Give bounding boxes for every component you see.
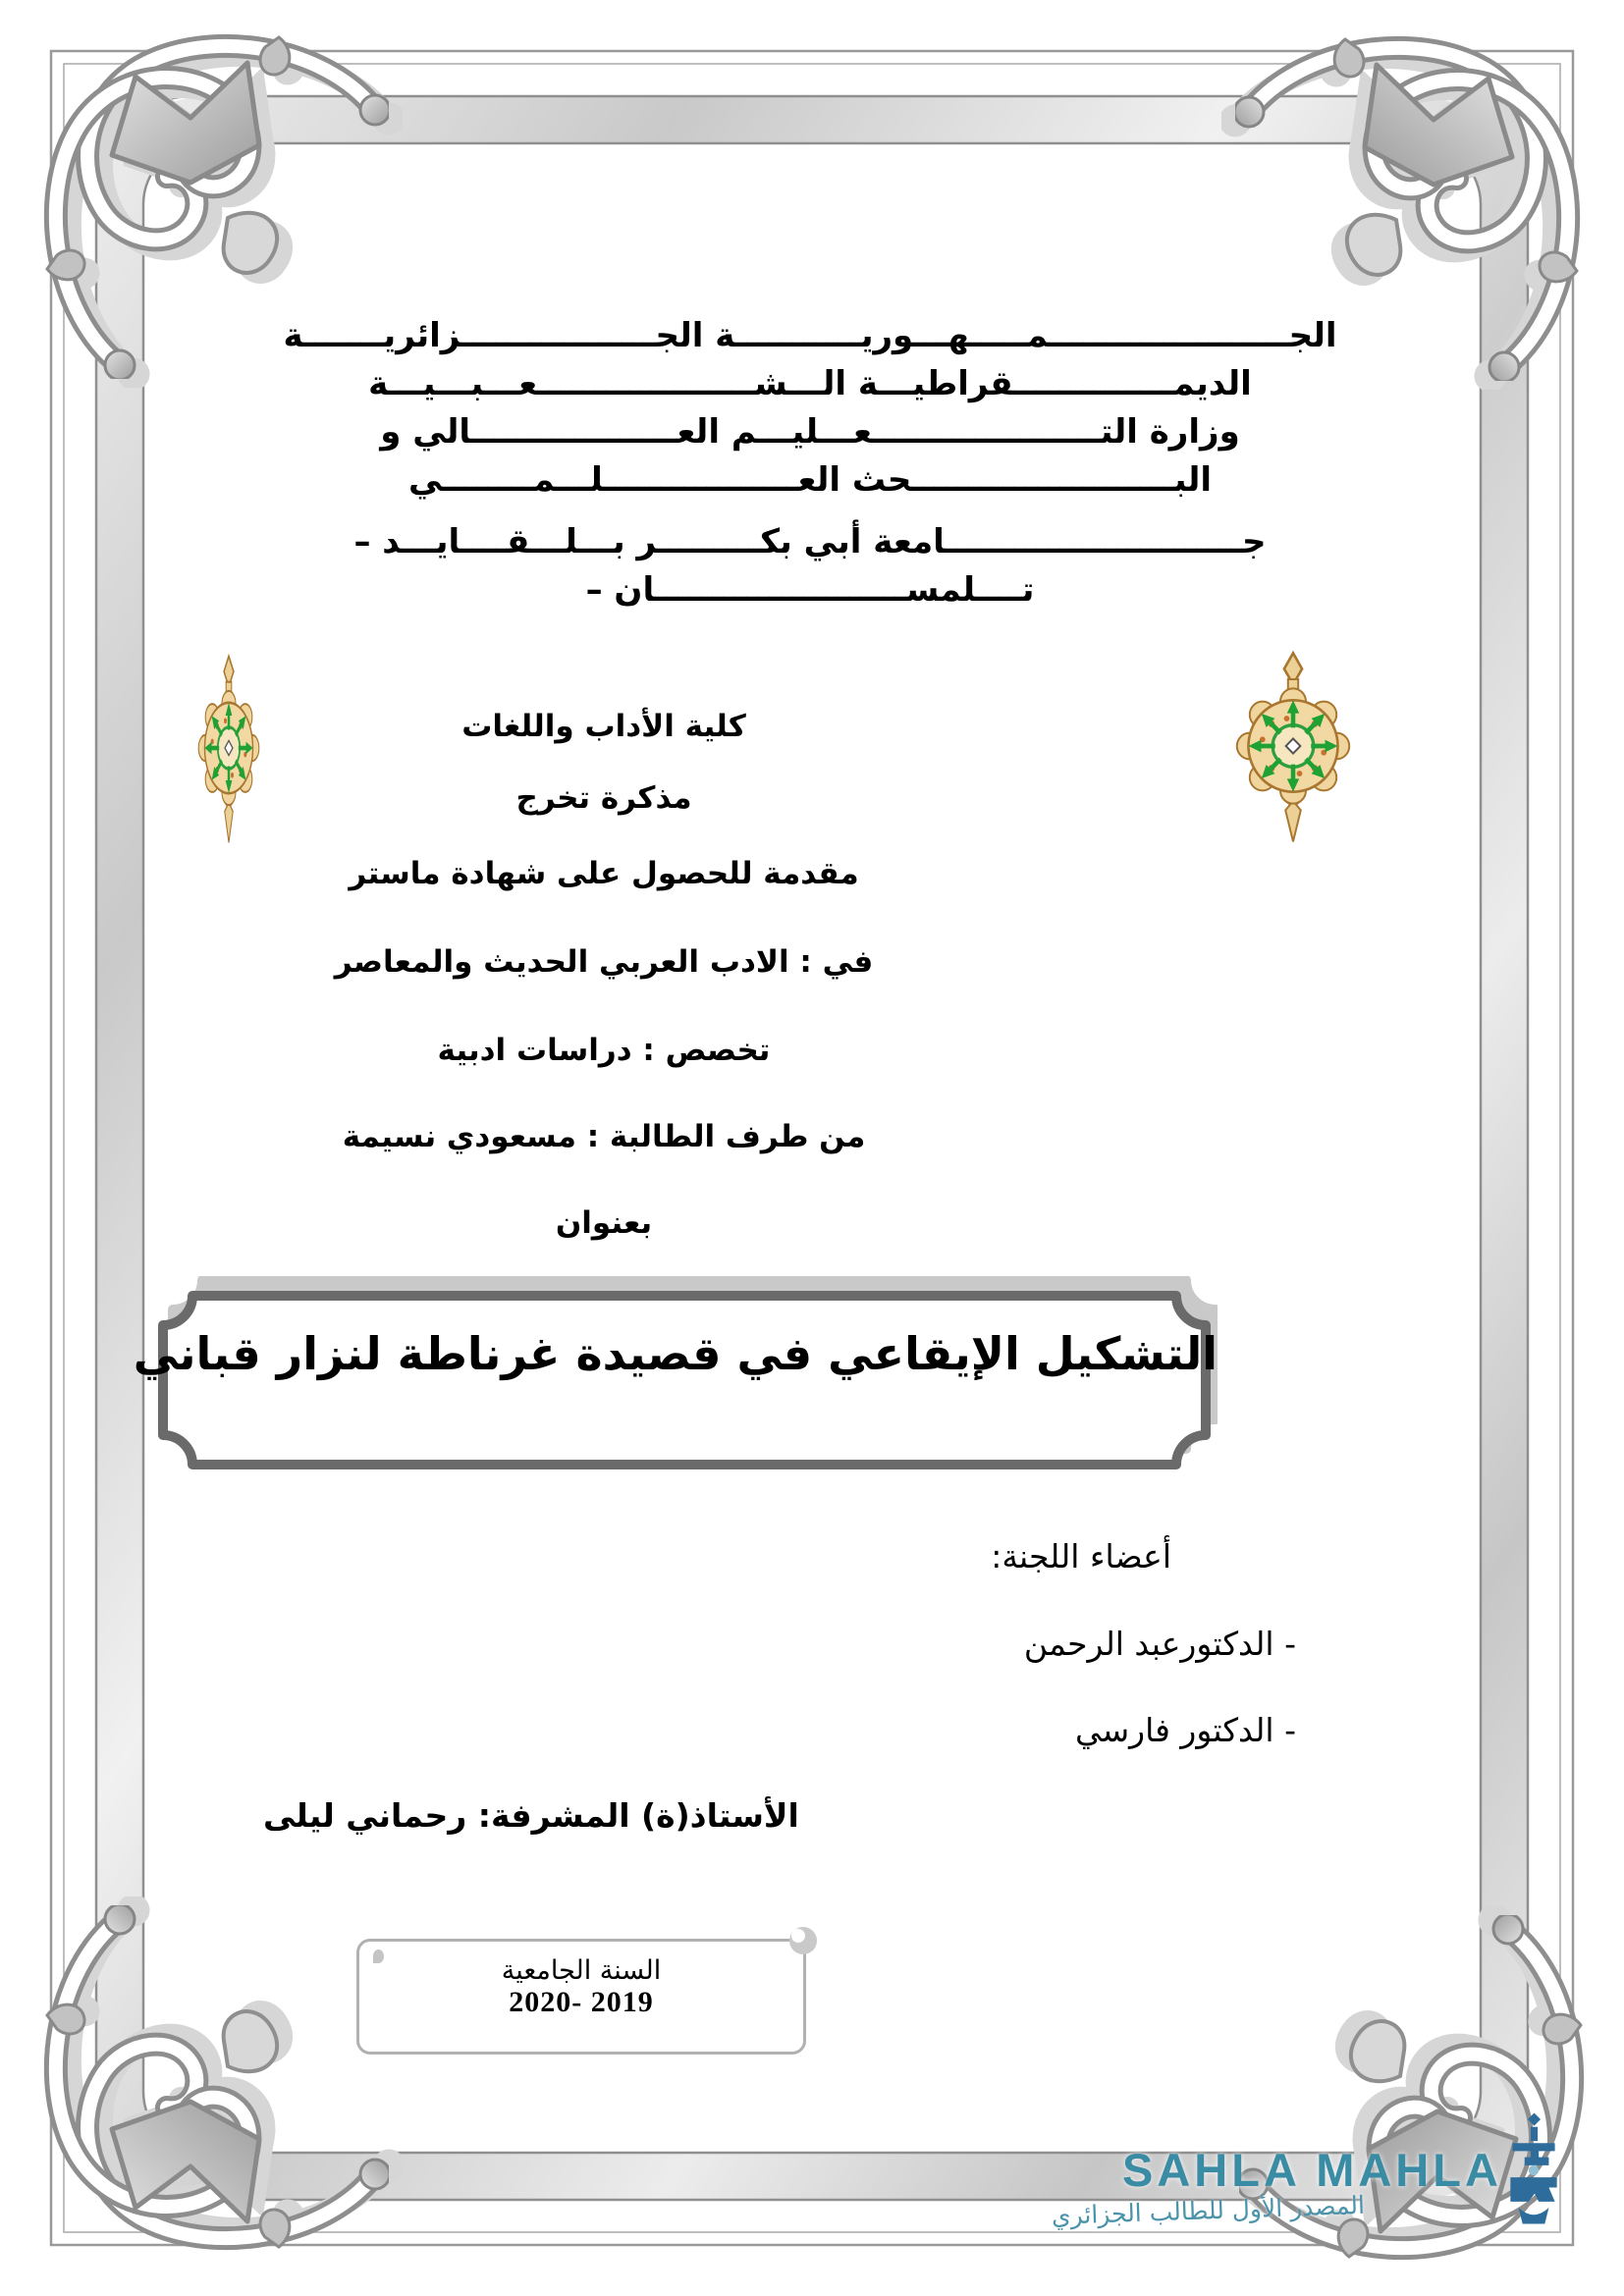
academic-year-value: 2020- 2019 (509, 1986, 654, 2018)
faculty-line: كلية الأداب واللغات (461, 709, 746, 744)
committee-member: - الدكتور فارسي (1074, 1711, 1296, 1749)
specialty-line: تخصص : دراسات ادبية (437, 1033, 771, 1068)
author-line: من طرف الطالبة : مسعودي نسيمة (342, 1119, 866, 1154)
republic-header (123, 312, 1497, 505)
header-line: الجـــــــــــــــــــــمـــــهـــوريـــــــــــة الجـــــــــــــــــزائريـــــــة (283, 316, 1337, 355)
sahla-mahla-emblem-icon (1498, 2110, 1569, 2232)
thesis-title: التشكيل الإيقاعي في قصيدة غرناطة لنزار قباني (133, 1327, 1218, 1380)
university-logo-right (1229, 648, 1357, 844)
committee-heading: أعضاء اللجنة: (991, 1537, 1171, 1575)
page-curl-dot-icon (373, 1949, 384, 1963)
supervisor-line: الأستاذ(ة) المشرفة: رحماني ليلى (263, 1796, 799, 1835)
header-line: البـــــــــــــــــــــــحث العـــــــــــــــــلـــمــــــــي (408, 460, 1212, 500)
purpose-line: مقدمة للحصول على شهادة ماستر (349, 856, 859, 891)
page-curl-icon (789, 1927, 817, 1954)
university-header (123, 518, 1497, 614)
university-logo-left (194, 651, 263, 845)
header-line: جــــــــــــــــــــــــــامعة أبي بكـــــــــر بـــلـــقــــايـــد – (353, 522, 1267, 561)
header-line: الديمــــــــــــــقراطيـــة الـــشـــــــــــــــــــعـــبـــيـــة (368, 364, 1252, 403)
field-line: في : الادب العربي الحديث والمعاصر (334, 944, 874, 980)
academic-year-label: السنة الجامعية (501, 1955, 662, 1986)
memo-type-line: مذكرة تخرج (515, 780, 692, 816)
header-line: تــــلمســــــــــــــــــــــان – (585, 570, 1035, 610)
watermark-brand: SAHLA MAHLA (1122, 2144, 1502, 2196)
header-line: وزارة التــــــــــــــــــــعـــليـــم العــــــــــــــــــالي و (380, 412, 1240, 452)
committee-member: - الدكتورعبد الرحمن (1023, 1625, 1296, 1663)
entitled-label: بعنوان (555, 1205, 653, 1241)
watermark-tagline: المصدر الأول للطالب الجزائري (1051, 2190, 1366, 2230)
academic-year-box (356, 1939, 806, 2055)
